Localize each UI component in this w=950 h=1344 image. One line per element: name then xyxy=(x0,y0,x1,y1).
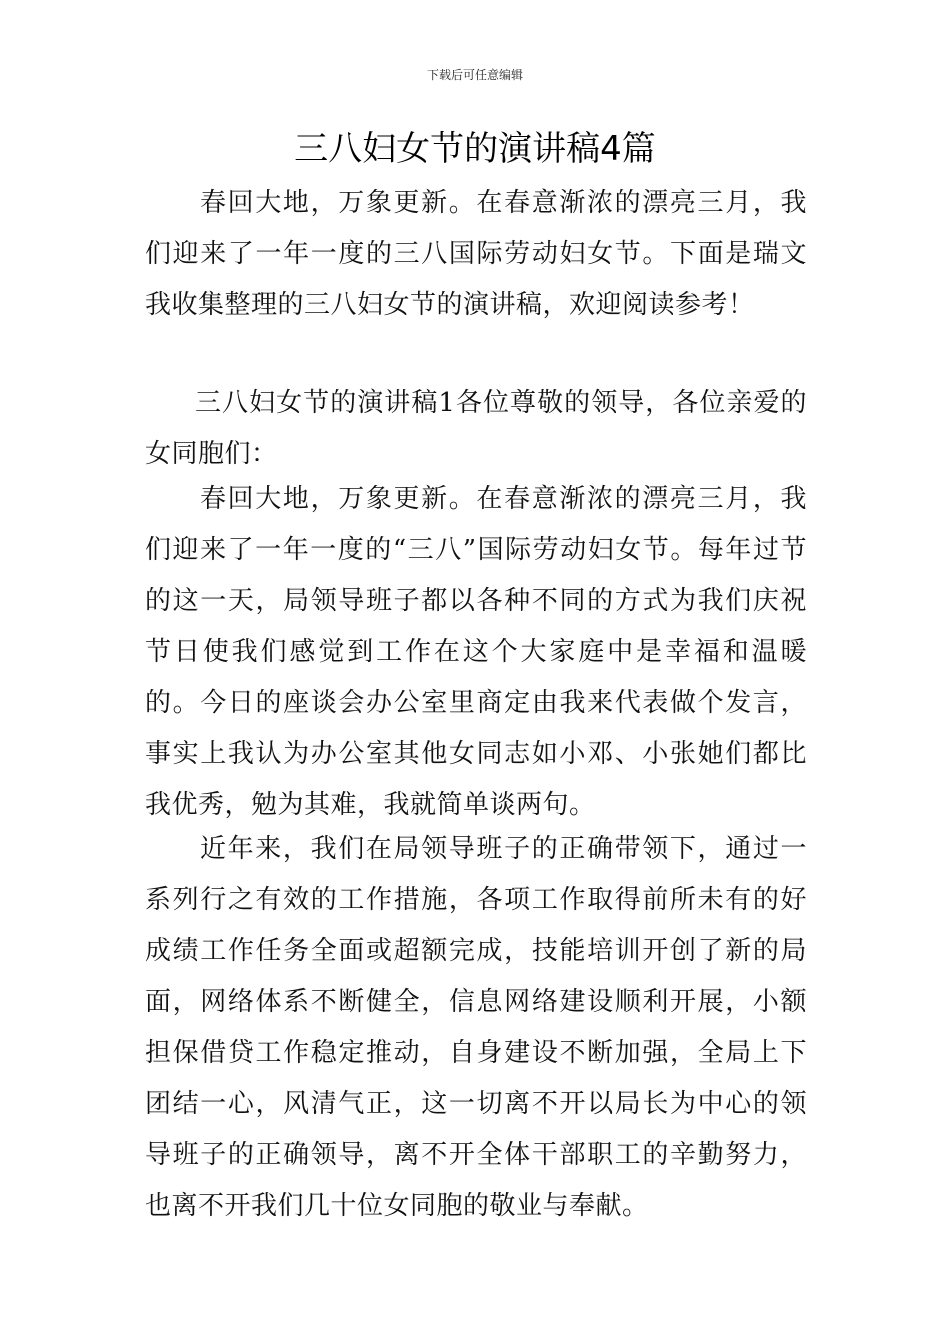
header-note: 下载后可任意编辑 xyxy=(426,68,523,82)
intro-section xyxy=(145,178,807,331)
body-section-1 xyxy=(145,474,807,831)
body-paragraph: 近年来，我们在局领导班子的正确带领下，通过一系列行之有效的工作措施，各项工作取得前所未有的好成绩工作任务全面或超额完成，技能培训开创了新的局面，网络体系不断健全，信息网络建设顺利开展，小额担保借贷工作稳定推动，自身建设不断加强，全局上下团结一心，风清气正，这一切离不开以局长为中心的领导班子的正确领导，离不开全体干部职工的辛勤努力，也离不开我们几十位女同胞的敬业与奉献。 xyxy=(145,834,807,1221)
document-title: 三八妇女节的演讲稿4篇 xyxy=(294,129,656,169)
body-paragraph: 春回大地，万象更新。在春意渐浓的漂亮三月，我们迎来了一年一度的“三八”国际劳动妇女节。每年过节的这一天，局领导班子都以各种不同的方式为我们庆祝节日使我们感觉到工作在这个大家庭中是幸福和温暖的。今日的座谈会办公室里商定由我来代表做个发言，事实上我认为办公室其他女同志如小邓、小张她们都比我优秀，勉为其难，我就简单谈两句。 xyxy=(145,484,807,820)
speech-heading-section xyxy=(145,378,807,480)
body-section-2 xyxy=(145,824,807,1232)
intro-paragraph: 春回大地，万象更新。在春意渐浓的漂亮三月，我们迎来了一年一度的三八国际劳动妇女节。下面是瑞文我收集整理的三八妇女节的演讲稿，欢迎阅读参考！ xyxy=(145,188,807,320)
speech-heading: 三八妇女节的演讲稿1各位尊敬的领导，各位亲爱的女同胞们： xyxy=(145,388,807,469)
